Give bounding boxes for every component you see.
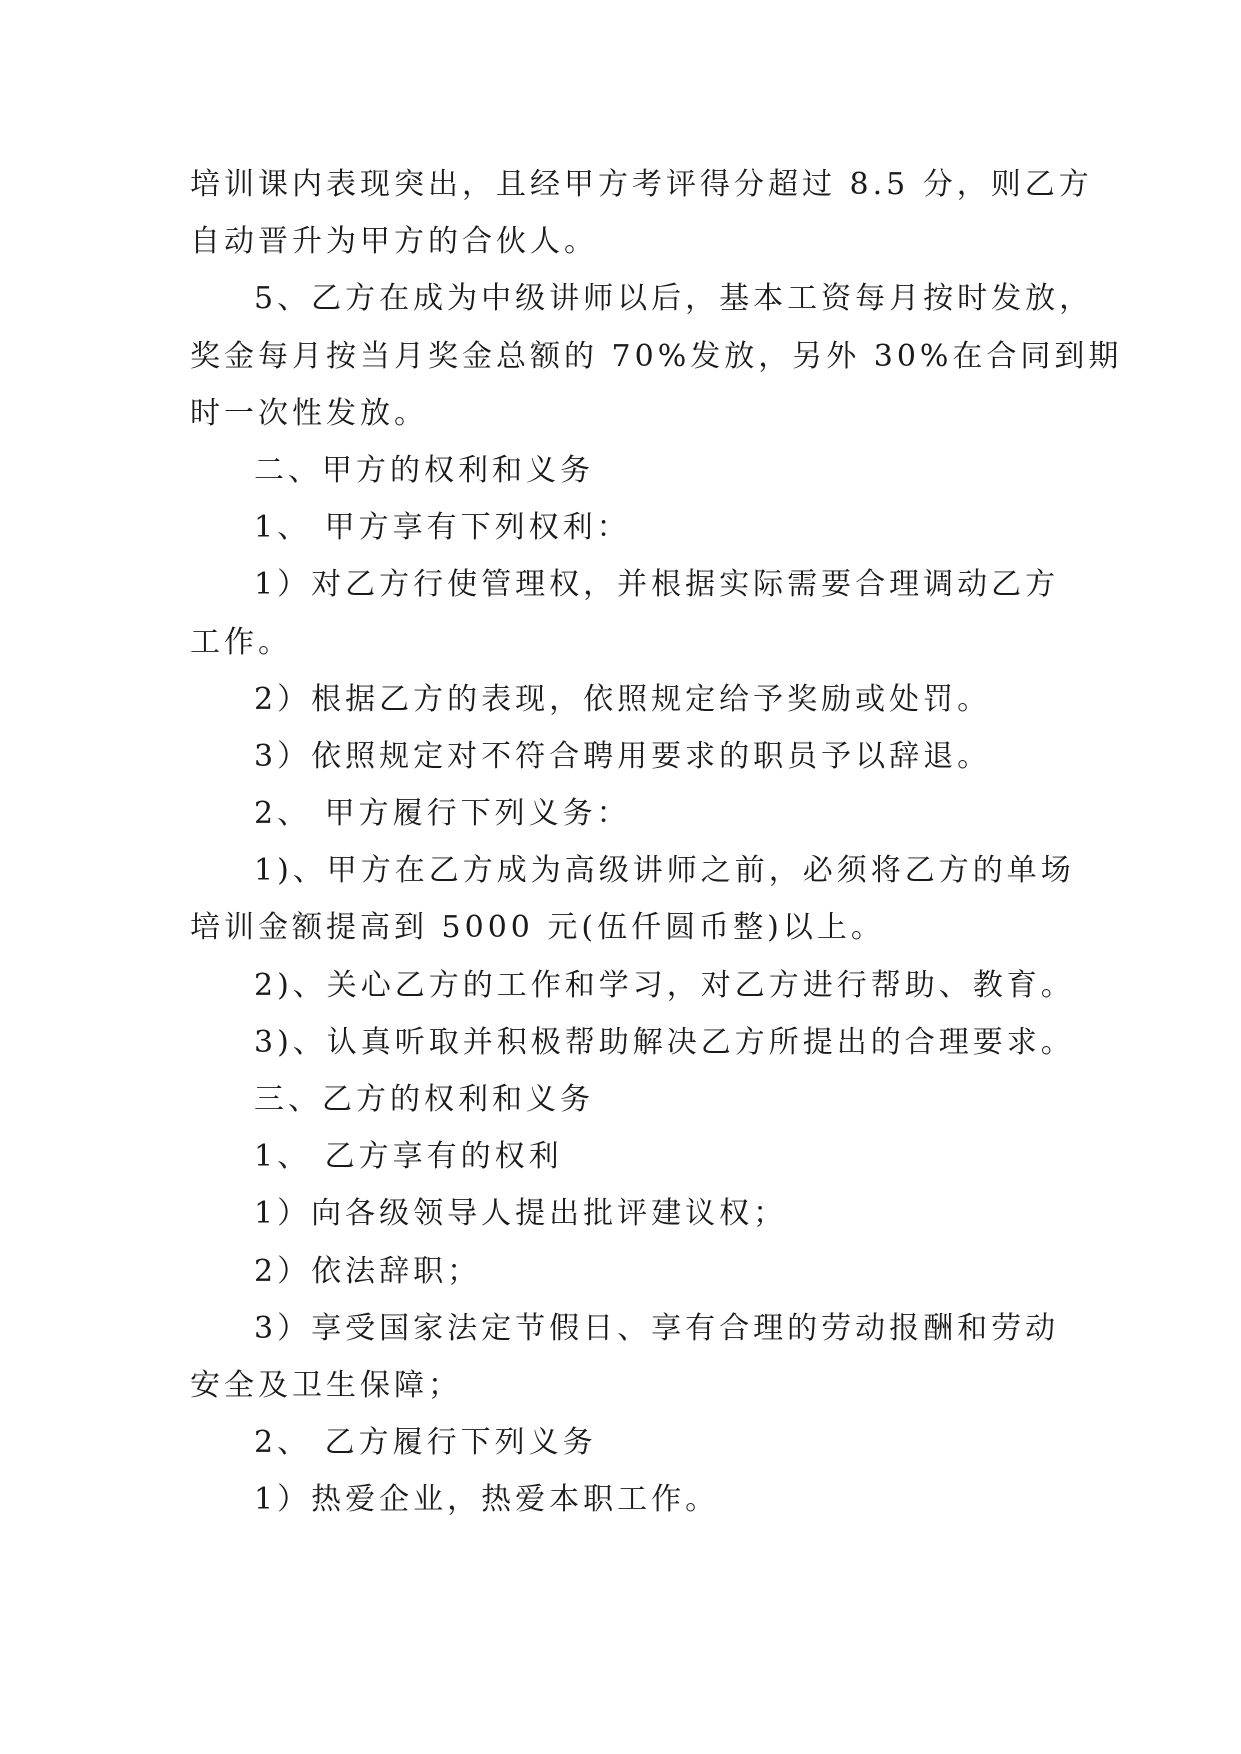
section-heading: 二、甲方的权利和义务 xyxy=(254,452,594,488)
text-line: 1）向各级领导人提出批评建议权； xyxy=(254,1196,788,1232)
text-line: 1）热爱企业，热爱本职工作。 xyxy=(254,1482,720,1518)
text-line: 3）享受国家法定节假日、享有合理的劳动报酬和劳动 xyxy=(254,1310,1060,1346)
subsection-heading: 2、 甲方履行下列义务： xyxy=(254,796,631,832)
text-line: 2）依法辞职； xyxy=(254,1253,482,1289)
text-line: 工作。 xyxy=(190,624,292,660)
subsection-heading: 1、 乙方享有的权利 xyxy=(254,1139,563,1175)
text-line: 奖金每月按当月奖金总额的 70%发放，另外 30%在合同到期 xyxy=(190,338,1123,374)
text-line: 3)、认真听取并积极帮助解决乙方所提出的合理要求。 xyxy=(254,1024,1075,1060)
text-line: 1）对乙方行使管理权，并根据实际需要合理调动乙方 xyxy=(254,567,1060,603)
subsection-heading: 1、 甲方享有下列权利： xyxy=(254,510,631,546)
text-line: 2）根据乙方的表现，依照规定给予奖励或处罚。 xyxy=(254,681,992,717)
document-body xyxy=(190,156,1123,1529)
subsection-heading: 2、 乙方履行下列义务 xyxy=(254,1425,597,1461)
text-line: 1)、甲方在乙方成为高级讲师之前，必须将乙方的单场 xyxy=(254,853,1075,889)
text-line: 3）依照规定对不符合聘用要求的职员予以辞退。 xyxy=(254,738,992,774)
text-line: 2)、关心乙方的工作和学习，对乙方进行帮助、教育。 xyxy=(254,967,1075,1003)
text-line: 安全及卫生保障； xyxy=(190,1367,462,1403)
text-line: 自动晋升为甲方的合伙人。 xyxy=(190,224,598,260)
text-line: 时一次性发放。 xyxy=(190,395,428,431)
text-line: 5、乙方在成为中级讲师以后，基本工资每月按时发放， xyxy=(254,281,1094,317)
text-line: 培训课内表现突出，且经甲方考评得分超过 8.5 分，则乙方 xyxy=(190,167,1093,202)
text-line: 培训金额提高到 5000 元(伍仟圆币整)以上。 xyxy=(190,910,885,946)
section-heading: 三、乙方的权利和义务 xyxy=(254,1082,594,1117)
